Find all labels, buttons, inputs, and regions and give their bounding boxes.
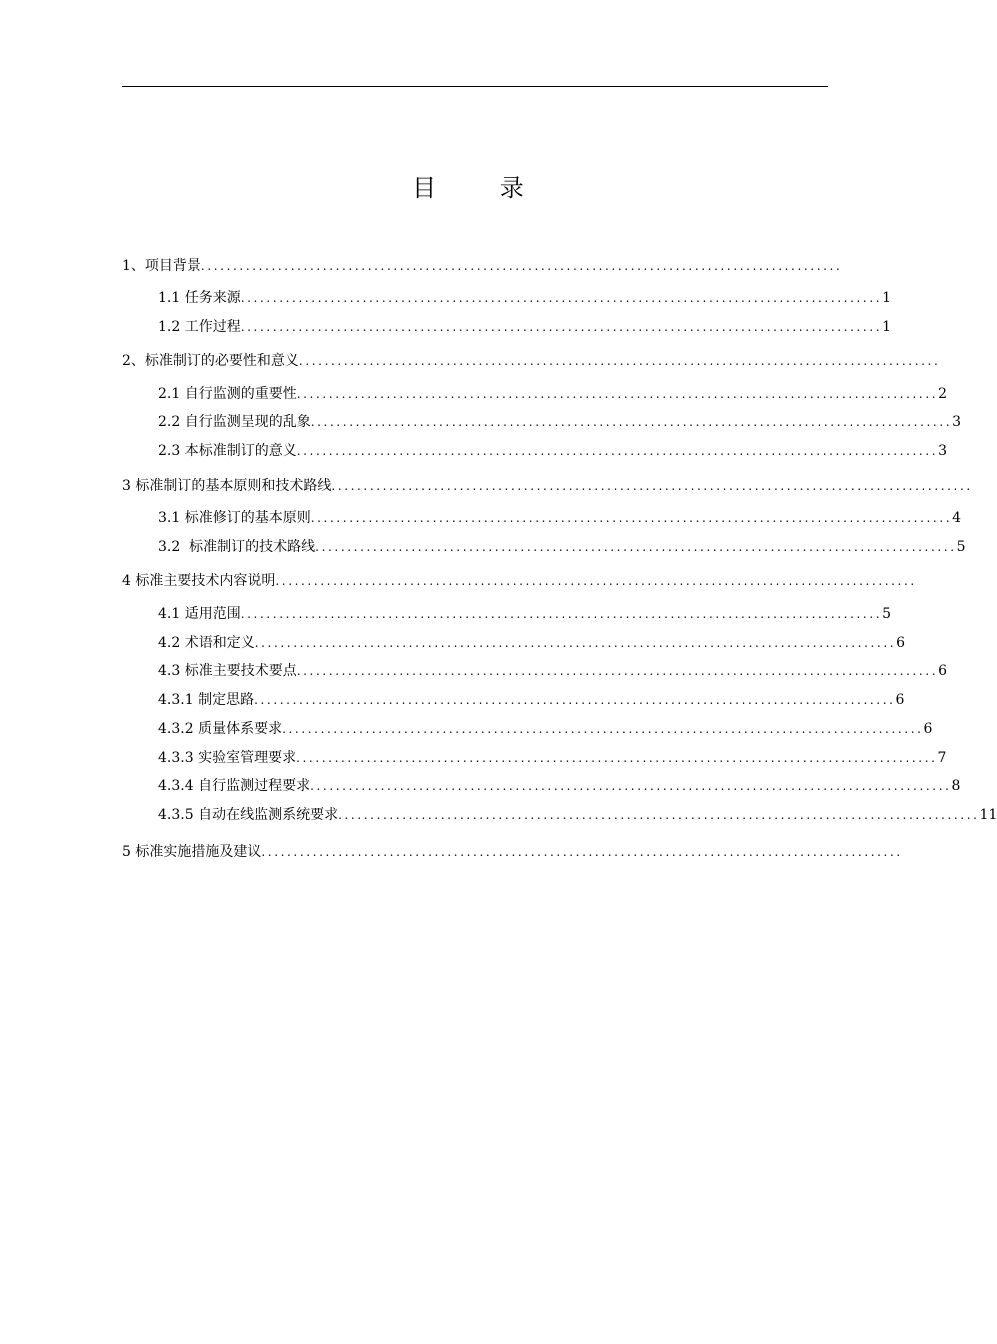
toc-leader: .................................................................................................... xyxy=(240,320,883,334)
toc-entry[interactable] xyxy=(158,661,948,681)
toc-entry-text: 1.1 任务来源 xyxy=(158,290,241,306)
toc-entry-text: 4 标准主要技术内容说明 xyxy=(122,573,276,589)
toc-entry[interactable] xyxy=(122,571,917,591)
toc-leader: .................................................................................................... xyxy=(331,479,973,493)
toc-leader: .................................................................................................... xyxy=(310,511,953,525)
toc-entry[interactable] xyxy=(158,508,962,528)
toc-entry-text: 4.3 标准主要技术要点 xyxy=(158,663,297,679)
toc-entry-page: 2 xyxy=(938,386,948,402)
toc-leader: .................................................................................................... xyxy=(275,574,917,588)
toc-entry[interactable] xyxy=(122,476,973,496)
toc-entry-text: 3.1 标准修订的基本原则 xyxy=(158,510,311,526)
toc-leader: .................................................................................................... xyxy=(200,259,843,273)
toc-entry-text: 4.2 术语和定义 xyxy=(158,635,255,651)
toc-entry-text: 1、项目背景 xyxy=(122,258,201,274)
toc-leader: .................................................................................................... xyxy=(261,845,903,859)
toc-leader: .................................................................................................... xyxy=(310,779,952,793)
toc-entry-page: 1 xyxy=(882,290,892,306)
toc-entry-text: 4.3.4 自行监测过程要求 xyxy=(158,778,311,794)
toc-entry[interactable] xyxy=(158,537,966,557)
toc-entry[interactable] xyxy=(158,690,905,710)
toc-leader: .................................................................................................... xyxy=(254,636,897,650)
toc-entry-page: 5 xyxy=(882,606,892,622)
toc-entry[interactable] xyxy=(158,604,892,624)
toc-entry-text: 4.3.1 制定思路 xyxy=(158,692,255,708)
toc-entry-text: 1.2 工作过程 xyxy=(158,319,241,335)
toc-leader: .................................................................................................... xyxy=(296,387,939,401)
toc-leader: .................................................................................................... xyxy=(240,291,883,305)
toc-entry-text: 4.3.3 实验室管理要求 xyxy=(158,750,297,766)
toc-leader: .................................................................................................... xyxy=(338,808,980,822)
toc-entry[interactable] xyxy=(122,256,848,276)
toc-entry[interactable] xyxy=(158,384,948,404)
toc-entry-text: 4.1 适用范围 xyxy=(158,606,241,622)
toc-leader: .................................................................................................... xyxy=(296,751,938,765)
toc-entry-page: 8 xyxy=(951,778,961,794)
toc-entry[interactable] xyxy=(158,441,948,461)
toc-entry-page: 7 xyxy=(937,750,947,766)
toc-leader: .................................................................................................... xyxy=(282,722,924,736)
toc-entry-text: 2.2 自行监测呈现的乱象 xyxy=(158,414,311,430)
toc-entry-page: 4 xyxy=(952,510,962,526)
toc-entry-page: 6 xyxy=(896,635,906,651)
toc-entry-page: 5 xyxy=(956,539,966,555)
toc-entry[interactable] xyxy=(158,317,892,337)
toc-entry-page: 3 xyxy=(938,443,948,459)
toc-entry[interactable] xyxy=(158,288,892,308)
toc-entry-page: 11 xyxy=(979,807,997,823)
toc-entry[interactable] xyxy=(158,719,933,739)
toc-entry-text: 4.3.2 质量体系要求 xyxy=(158,721,283,737)
toc-entry-page: 6 xyxy=(923,721,933,737)
toc-entry-text: 4.3.5 自动在线监测系统要求 xyxy=(158,807,339,823)
page-title: 目 录 xyxy=(412,174,552,202)
toc-entry[interactable] xyxy=(158,412,962,432)
toc-entry[interactable] xyxy=(158,748,947,768)
toc-entry[interactable] xyxy=(122,842,903,862)
toc-entry-page: 6 xyxy=(938,663,948,679)
toc-leader: .................................................................................................... xyxy=(254,693,896,707)
toc-entry-text: 2.1 自行监测的重要性 xyxy=(158,386,297,402)
toc-leader: .................................................................................................... xyxy=(240,607,883,621)
toc-entry-page: 6 xyxy=(895,692,905,708)
toc-entry[interactable] xyxy=(122,351,941,371)
toc-entry[interactable] xyxy=(158,633,906,653)
toc-entry-text: 3 标准制订的基本原则和技术路线 xyxy=(122,478,332,494)
toc-leader: .................................................................................................... xyxy=(310,415,953,429)
toc-entry-text: 5 标准实施措施及建议 xyxy=(122,844,262,860)
toc-leader: .................................................................................................... xyxy=(296,664,939,678)
toc-entry-text: 3.2 标准制订的技术路线 xyxy=(158,539,316,555)
toc-entry[interactable] xyxy=(158,776,961,796)
toc-entry-text: 2.3 本标准制订的意义 xyxy=(158,443,297,459)
toc-leader: .................................................................................................... xyxy=(298,354,941,368)
toc-leader: .................................................................................................... xyxy=(296,444,939,458)
toc-entry[interactable] xyxy=(158,805,997,825)
toc-entry-text: 2、标准制订的必要性和意义 xyxy=(122,353,299,369)
toc-leader: .................................................................................................... xyxy=(315,540,957,554)
toc-entry-page: 1 xyxy=(882,319,892,335)
toc-entry-page: 3 xyxy=(952,414,962,430)
